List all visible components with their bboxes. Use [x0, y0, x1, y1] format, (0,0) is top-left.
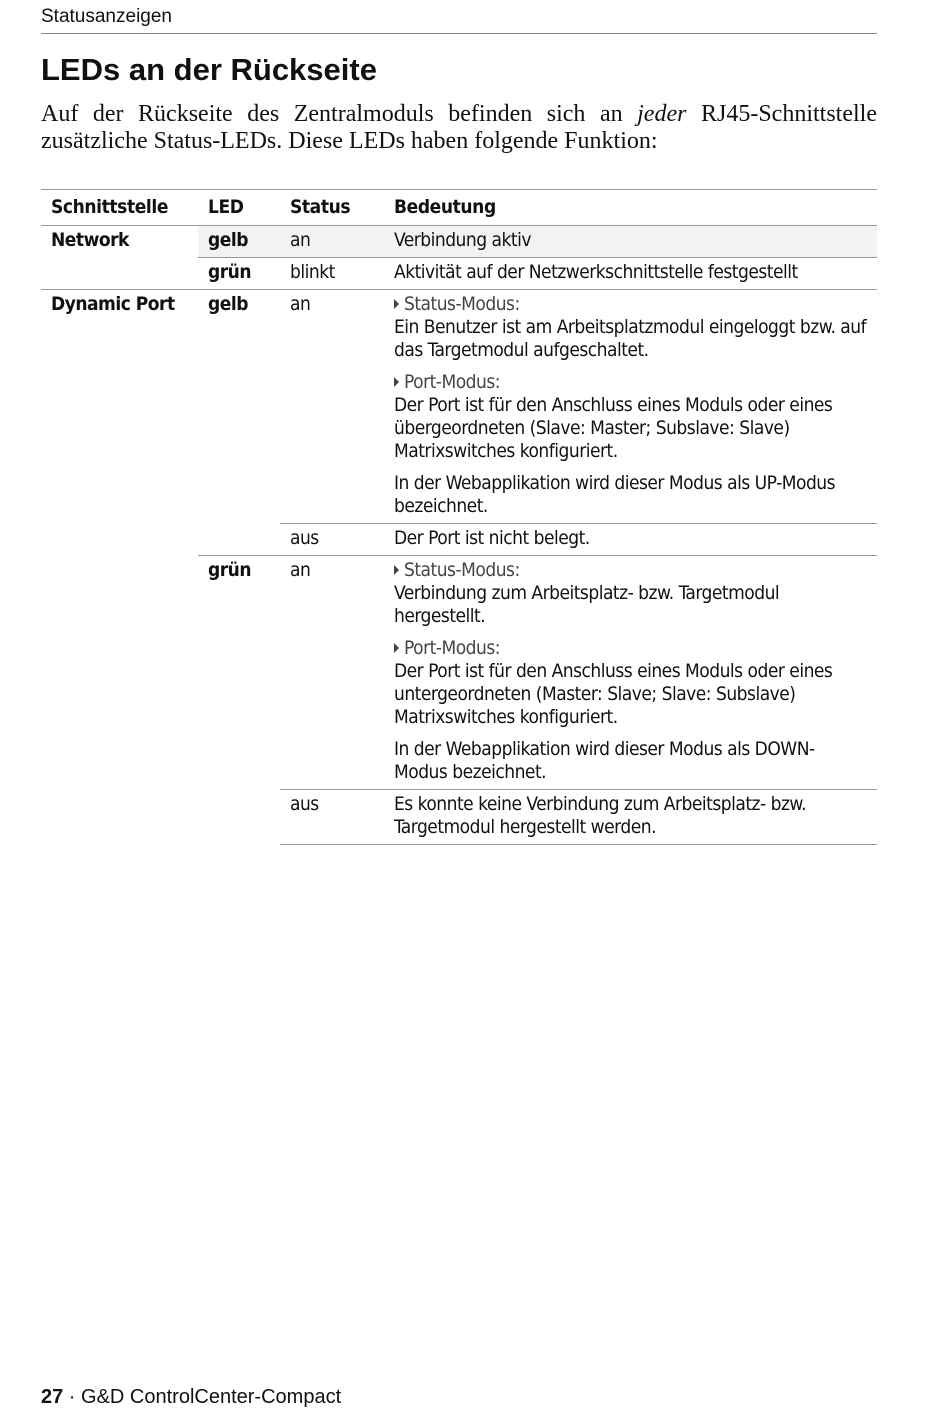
- led-status-table: [41, 189, 877, 845]
- bullet-triangle-icon: [394, 643, 399, 653]
- intro-paragraph: [41, 101, 877, 155]
- led-meaning: [384, 556, 877, 790]
- led-color: gelb: [198, 290, 280, 556]
- status-mode-text: Verbindung zum Arbeitsplatz- bzw. Targetmodul hergestellt.: [394, 582, 780, 627]
- port-mode-text: Der Port ist für den Anschluss eines Moduls oder eines übergeordneten (Slave: Master; Subslave: Slave) Matrixswitches konfiguriert.: [394, 394, 833, 462]
- status-mode-label: Status-Modus:: [394, 559, 867, 582]
- bullet-triangle-icon: [394, 565, 399, 575]
- table-row: [41, 226, 877, 258]
- led-meaning: [384, 290, 877, 524]
- led-color: gelb: [198, 226, 280, 258]
- led-status: blinkt: [280, 258, 384, 290]
- section-title: Statusanzeigen: [41, 6, 172, 27]
- intro-text-after: RJ45-Schnittstelle zusätzliche Status-LEDs. Diese LEDs haben folgende Funktion:: [41, 101, 877, 154]
- led-meaning: Es konnte keine Verbindung zum Arbeitsplatz- bzw. Targetmodul hergestellt werden.: [384, 790, 877, 845]
- led-color: grün: [198, 556, 280, 845]
- column-header-interface: Schnittstelle: [41, 190, 198, 226]
- column-header-led: LED: [198, 190, 280, 226]
- status-mode-text: Ein Benutzer ist am Arbeitsplatzmodul eingeloggt bzw. auf das Targetmodul aufgeschaltet.: [394, 316, 867, 361]
- led-status: aus: [280, 790, 384, 845]
- intro-emphasis: jeder: [637, 101, 687, 127]
- bullet-triangle-icon: [394, 377, 399, 387]
- interface-network: Network: [41, 226, 198, 290]
- column-header-meaning: Bedeutung: [384, 190, 877, 226]
- led-meaning: Aktivität auf der Netzwerkschnittstelle festgestellt: [384, 258, 877, 290]
- web-mode-text: In der Webapplikation wird dieser Modus als DOWN-Modus bezeichnet.: [394, 738, 815, 783]
- table-row: [41, 290, 877, 524]
- led-color: grün: [198, 258, 280, 290]
- led-meaning: Der Port ist nicht belegt.: [384, 524, 877, 556]
- bullet-triangle-icon: [394, 299, 399, 309]
- intro-text-before: Auf der Rückseite des Zentralmoduls befinden sich an: [41, 101, 638, 127]
- led-status: an: [280, 226, 384, 258]
- led-status: an: [280, 290, 384, 524]
- web-mode-text: In der Webapplikation wird dieser Modus als UP-Modus bezeichnet.: [394, 472, 836, 517]
- product-name: G&D ControlCenter-Compact: [81, 1386, 342, 1408]
- table-header-row: [41, 190, 877, 226]
- led-meaning: Verbindung aktiv: [384, 226, 877, 258]
- page-footer: [41, 1386, 341, 1409]
- status-mode-label: Status-Modus:: [394, 293, 867, 316]
- port-mode-label: Port-Modus:: [394, 371, 867, 394]
- port-mode-label: Port-Modus:: [394, 637, 867, 660]
- page-number: 27: [41, 1386, 64, 1408]
- led-status: aus: [280, 524, 384, 556]
- column-header-status: Status: [280, 190, 384, 226]
- interface-dynamic-port: Dynamic Port: [41, 290, 198, 845]
- port-mode-text: Der Port ist für den Anschluss eines Moduls oder eines untergeordneten (Master: Slave; Slave: Subslave) Matrixswitches konfiguriert.: [394, 660, 833, 728]
- running-header: [41, 6, 877, 34]
- footer-separator: ·: [63, 1386, 82, 1408]
- led-status: an: [280, 556, 384, 790]
- page-title: LEDs an der Rückseite: [41, 52, 377, 87]
